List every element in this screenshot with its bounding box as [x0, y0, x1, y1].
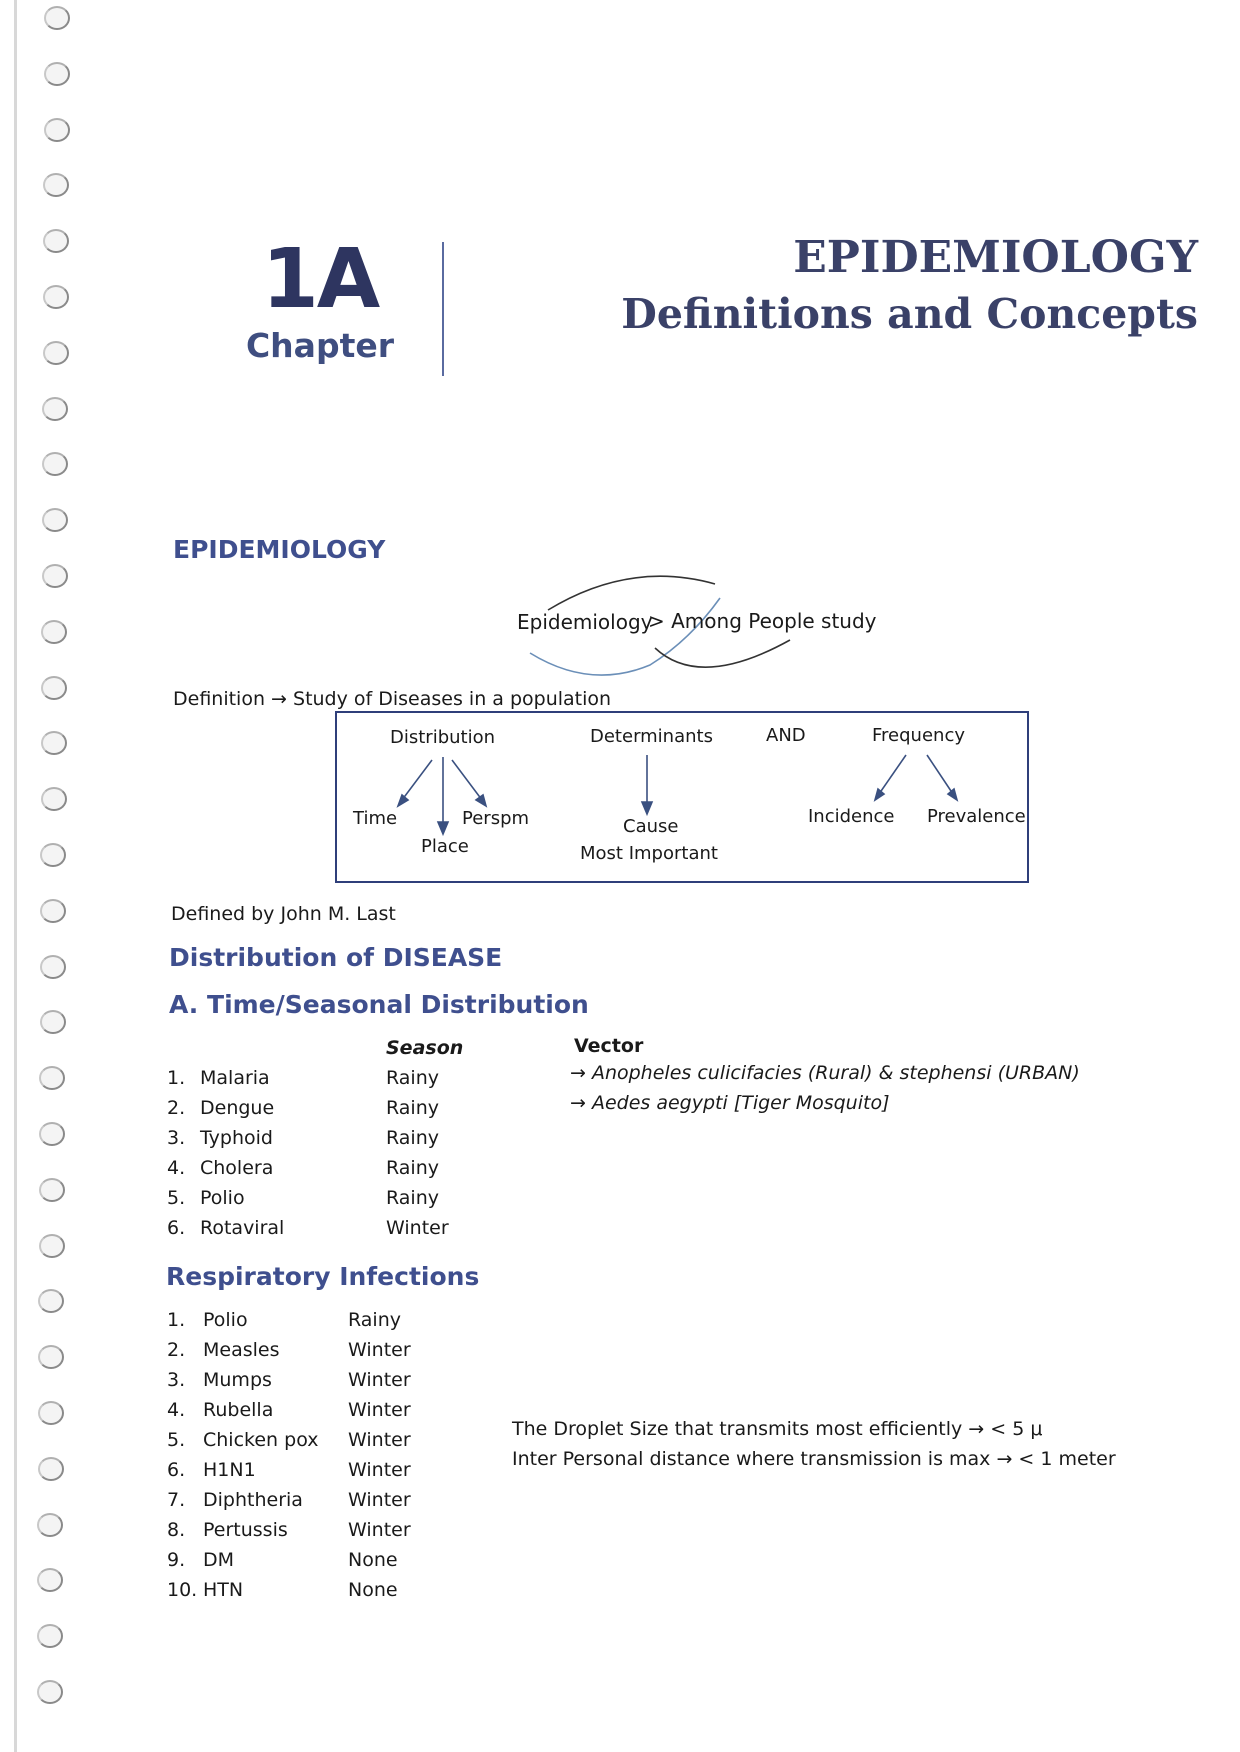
box-prevalence: Prevalence: [927, 806, 1026, 827]
time-seasonal-heading: A. Time/Seasonal Distribution: [169, 990, 589, 1019]
disease-season: Winter: [348, 1519, 411, 1541]
list-item: 6.: [167, 1217, 186, 1239]
disease-name: Pertussis: [203, 1519, 288, 1541]
page-title: EPIDEMIOLOGY: [793, 232, 1198, 283]
disease-season: Rainy: [386, 1157, 439, 1179]
box-distribution: Distribution: [390, 727, 496, 748]
box-incidence: Incidence: [808, 806, 895, 827]
list-item: 6.: [167, 1459, 186, 1481]
disease-name: Typhoid: [200, 1127, 273, 1149]
disease-name: H1N1: [203, 1459, 256, 1481]
list-item: 8.: [167, 1519, 186, 1541]
disease-name: Malaria: [200, 1067, 270, 1089]
box-time: Time: [353, 808, 398, 829]
disease-season: Winter: [348, 1489, 411, 1511]
box-person: Perspm: [462, 808, 530, 829]
disease-name: Mumps: [203, 1369, 272, 1391]
disease-name: Polio: [203, 1309, 248, 1331]
disease-season: Rainy: [386, 1187, 439, 1209]
disease-name: HTN: [203, 1579, 244, 1601]
box-determinants: Determinants: [590, 726, 713, 747]
box-and: AND: [766, 725, 806, 746]
list-item: 10.: [167, 1579, 198, 1601]
box-cause: Cause: [623, 816, 679, 837]
disease-season: Rainy: [348, 1309, 401, 1331]
list-item: 5.: [167, 1429, 186, 1451]
list-item: 3.: [167, 1369, 186, 1391]
distance-note: Inter Personal distance where transmission is max → < 1 meter: [512, 1448, 1116, 1470]
disease-name: DM: [203, 1549, 235, 1571]
disease-name: Rotaviral: [200, 1217, 285, 1239]
page-subtitle: Definitions and Concepts: [621, 290, 1198, 338]
disease-season: Winter: [386, 1217, 449, 1239]
defined-by: Defined by John M. Last: [171, 903, 396, 925]
disease-name: Dengue: [200, 1097, 275, 1119]
vector-column-header: Vector: [574, 1035, 644, 1057]
respiratory-heading: Respiratory Infections: [166, 1262, 480, 1291]
disease-name: Diphtheria: [203, 1489, 303, 1511]
chapter-number: 1A: [261, 232, 379, 327]
etymology-word: Epidemiology: [517, 610, 653, 634]
disease-name: Chicken pox: [203, 1429, 319, 1451]
etymology-meaning: > Among People study: [648, 609, 877, 633]
season-column-header: Season: [386, 1037, 464, 1059]
chapter-label: Chapter: [245, 326, 395, 365]
disease-season: Winter: [348, 1459, 411, 1481]
list-item: 4.: [167, 1399, 186, 1421]
box-most-important: Most Important: [580, 843, 718, 864]
list-item: 2.: [167, 1339, 186, 1361]
disease-name: Cholera: [200, 1157, 274, 1179]
disease-season: Winter: [348, 1399, 411, 1421]
distribution-heading: Distribution of DISEASE: [169, 943, 503, 972]
list-item: 1.: [167, 1309, 186, 1331]
list-item: 9.: [167, 1549, 186, 1571]
list-item: 2.: [167, 1097, 186, 1119]
list-item: 4.: [167, 1157, 186, 1179]
disease-season: Rainy: [386, 1127, 439, 1149]
disease-season: None: [348, 1549, 398, 1571]
box-place: Place: [421, 836, 469, 857]
disease-name: Measles: [203, 1339, 280, 1361]
list-item: 1.: [167, 1067, 186, 1089]
definition-text: Definition → Study of Diseases in a population: [173, 688, 612, 710]
disease-season: Winter: [348, 1369, 411, 1391]
disease-season: Rainy: [386, 1097, 439, 1119]
section-heading: EPIDEMIOLOGY: [173, 535, 386, 564]
droplet-note: The Droplet Size that transmits most efficiently → < 5 μ: [512, 1418, 1043, 1440]
disease-vector: → Anopheles culicifacies (Rural) & stephensi (URBAN): [570, 1062, 1080, 1084]
list-item: 7.: [167, 1489, 186, 1511]
disease-name: Rubella: [203, 1399, 274, 1421]
disease-season: Rainy: [386, 1067, 439, 1089]
box-frequency: Frequency: [872, 725, 965, 746]
disease-season: None: [348, 1579, 398, 1601]
list-item: 5.: [167, 1187, 186, 1209]
disease-vector: → Aedes aegypti [Tiger Mosquito]: [570, 1092, 890, 1114]
disease-name: Polio: [200, 1187, 245, 1209]
disease-season: Winter: [348, 1429, 411, 1451]
list-item: 3.: [167, 1127, 186, 1149]
disease-season: Winter: [348, 1339, 411, 1361]
